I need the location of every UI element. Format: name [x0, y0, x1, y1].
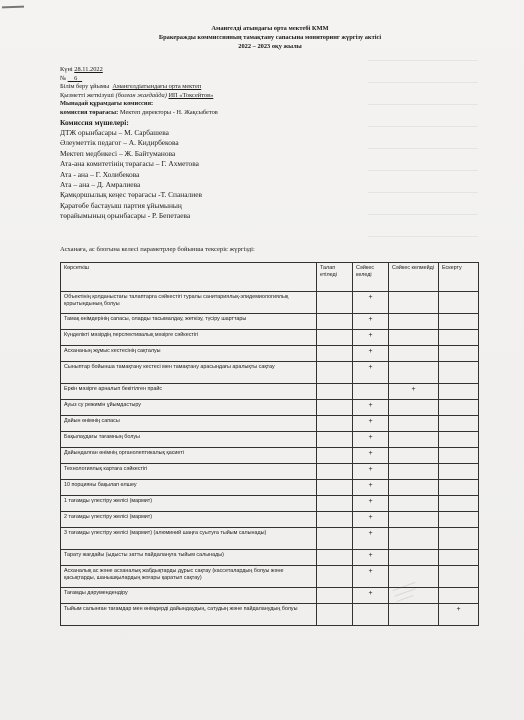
noncompliant-cell [389, 432, 439, 448]
required-cell [317, 292, 353, 314]
member-item: Қаратөбе бастауыш партия ұйымының [60, 200, 182, 210]
indicator-cell: 2 тағамды үлестіру желісі (мармит) [61, 512, 317, 528]
supplier-name: ИП «Токсейтов» [168, 91, 214, 99]
table-row [61, 400, 479, 416]
table-row [61, 384, 479, 400]
compliant-cell: + [353, 480, 389, 496]
table-header-row [61, 263, 479, 292]
compliant-cell: + [353, 566, 389, 588]
number-row: № 6 [60, 75, 360, 84]
indicator-cell: Тыйым салынған тағамдар мен өнімдерді дайындаудың, сатудың және пайдаланудың болуы [61, 604, 317, 626]
note-cell [439, 314, 479, 330]
note-cell [439, 496, 479, 512]
compliant-cell: + [353, 496, 389, 512]
required-cell [317, 432, 353, 448]
school-name: Амангелді атындағы орта мектебі КММ [211, 25, 329, 32]
compliant-cell: + [353, 292, 389, 314]
indicator-cell: Технологиялық картаға сәйкестігі [61, 464, 317, 480]
chair-row: комиссия төрағасы: Мектеп директоры - Н. Жақсыбетов [60, 108, 218, 116]
table-row [61, 604, 479, 626]
required-cell [317, 400, 353, 416]
header-required: Талап етіледі [317, 263, 353, 292]
header-indicator: Көрсеткіш [61, 263, 317, 292]
indicator-cell: 1 тағамды үлестіру желісі (мармит) [61, 496, 317, 512]
compliant-cell: + [353, 432, 389, 448]
noncompliant-cell [389, 314, 439, 330]
table-row [61, 330, 479, 346]
required-cell [317, 384, 353, 400]
noncompliant-cell [389, 400, 439, 416]
noncompliant-cell [389, 480, 439, 496]
compliant-cell: + [353, 588, 389, 604]
compliant-cell [353, 384, 389, 400]
indicator-cell: Тамақ өнімдерінің сапасы, оларды тасымалдау, жеткізу, түсіру шарттары [61, 314, 317, 330]
act-date: 28.11.2022 [74, 66, 103, 73]
required-cell [317, 588, 353, 604]
required-cell [317, 330, 353, 346]
note-cell [439, 528, 479, 550]
table-row [61, 362, 479, 384]
note-cell [439, 292, 479, 314]
table-row [61, 416, 479, 432]
indicator-cell: Еркін мәзірге арналып бекітілген прайс [61, 384, 317, 400]
required-cell [317, 528, 353, 550]
table-row [61, 496, 479, 512]
required-cell [317, 480, 353, 496]
compliant-cell: + [353, 416, 389, 432]
note-cell [439, 346, 479, 362]
members-heading: Комиссия мүшелері: [60, 117, 129, 127]
member-item: ДТЖ орынбасары – М. Сарбашева [60, 127, 169, 137]
compliant-cell: + [353, 330, 389, 346]
noncompliant-cell [389, 464, 439, 480]
indicator-cell: Ауыз су режимін ұйымдастыру [61, 400, 317, 416]
table-row [61, 314, 479, 330]
compliant-cell: + [353, 550, 389, 566]
chair-name: Мектеп директоры - Н. Жақсыбетов [119, 108, 218, 116]
noncompliant-cell [389, 550, 439, 566]
compliant-cell: + [353, 362, 389, 384]
table-row [61, 528, 479, 550]
noncompliant-cell [389, 346, 439, 362]
noncompliant-cell [389, 292, 439, 314]
compliant-cell [353, 604, 389, 626]
note-cell [439, 448, 479, 464]
indicator-cell: Тағамды дәрумендендіру [61, 588, 317, 604]
note-cell [439, 512, 479, 528]
parameters-table [60, 262, 479, 626]
table-row [61, 448, 479, 464]
faint-stamp-mark [388, 578, 422, 606]
member-item: Ата – ана – Д. Амралиева [60, 180, 141, 189]
act-number: 6 [74, 74, 78, 82]
compliant-cell: + [353, 314, 389, 330]
member-item: төрайымының орынбасары - Р. Бепетаева [60, 211, 191, 221]
commission-intro: Мынадай құрамдағы комиссия: [60, 100, 154, 108]
note-cell [439, 566, 479, 588]
required-cell [317, 566, 353, 588]
required-cell [317, 448, 353, 464]
table-row [61, 512, 479, 528]
member-item: Қамқоршылық кеңес төрағасы -Т. Спаналиев [60, 190, 202, 200]
table-row [61, 292, 479, 314]
organization-name: Амангелдіатындағы орта мектеп [112, 83, 202, 91]
note-cell [439, 550, 479, 566]
note-cell [439, 480, 479, 496]
compliant-cell: + [353, 512, 389, 528]
indicator-cell: Асханалық ас және асханалық жабдықтарды дұрыс сақтау (кассеталардың болуы және қасықтарды, шанышқылардың жоғары қаратып сақтау) [61, 566, 317, 588]
indicator-cell: 10 порцияны бақылап өлшеу [61, 480, 317, 496]
required-cell [317, 496, 353, 512]
note-cell [439, 400, 479, 416]
required-cell [317, 550, 353, 566]
indicator-cell: Асхананың жұмыс кестесінің сақталуы [61, 346, 317, 362]
compliant-cell: + [353, 448, 389, 464]
table-row [61, 550, 479, 566]
header-note: Ескерту [439, 263, 479, 292]
indicator-cell: Дайын өнімнің сапасы [61, 416, 317, 432]
compliant-cell: + [353, 528, 389, 550]
required-cell [317, 314, 353, 330]
document-header [60, 24, 480, 51]
indicator-cell: Бақылаудағы тағамның болуы [61, 432, 317, 448]
note-cell [439, 384, 479, 400]
noncompliant-cell [389, 416, 439, 432]
indicator-cell: Дайындалған өнімнің органолептикалық қасиеті [61, 448, 317, 464]
noncompliant-cell [389, 448, 439, 464]
header-noncompliant: Сәйкес келмейді [389, 263, 439, 292]
act-title: Бракеражды коммиссияның тамақтану сапасына мониторинг жүргізу актісі [158, 34, 382, 41]
required-cell [317, 346, 353, 362]
compliant-cell: + [353, 346, 389, 362]
indicator-cell: Тарату жағдайы (ыдысты затты пайдалануға тыйым салынады) [61, 550, 317, 566]
note-cell [439, 588, 479, 604]
required-cell [317, 604, 353, 626]
compliant-cell: + [353, 400, 389, 416]
compliant-cell: + [353, 464, 389, 480]
act-meta [60, 66, 360, 222]
table-row [61, 346, 479, 362]
organization-row: Білім беру ұйымы Амангелдіатындағы орта мектеп [60, 83, 202, 91]
academic-year: 2022 – 2023 оқу жылы [238, 43, 302, 50]
member-item: Ата - ана – Г. Холибекова [60, 169, 140, 179]
noncompliant-cell [389, 496, 439, 512]
noncompliant-cell [389, 330, 439, 346]
member-item: Әлеуметтік педагог – А. Кидирбекова [60, 138, 179, 148]
note-cell [439, 416, 479, 432]
note-cell [439, 330, 479, 346]
scan-corner-mark [2, 6, 24, 9]
noncompliant-cell [389, 604, 439, 626]
required-cell [317, 464, 353, 480]
indicator-cell: Сыныптар бойынша тамақтану кестесі мен тамақтану арасындағы аралықты сақтау [61, 362, 317, 384]
header-compliant: Сәйкес келеді [353, 263, 389, 292]
member-item: Мектеп медбикесі – Ж. Байтуманова [60, 148, 176, 158]
required-cell [317, 362, 353, 384]
indicator-cell: Күнделікті мәзірдің перспективалық мәзірге сәйкестігі [61, 330, 317, 346]
table-row [61, 464, 479, 480]
table-row [61, 480, 479, 496]
indicator-cell: 3 тағамды үлестіру желісі (мармит) (алюминий шаңға суытуға тыйым салынады) [61, 528, 317, 550]
note-cell: + [439, 604, 479, 626]
noncompliant-cell [389, 528, 439, 550]
supplier-row: Қызметті жеткізуші (болған жағдайда) ИП «Токсейтов» [60, 91, 214, 99]
noncompliant-cell [389, 362, 439, 384]
required-cell [317, 512, 353, 528]
required-cell [317, 416, 353, 432]
note-cell [439, 432, 479, 448]
indicator-cell: Объектінің қолданыстағы талаптарға сәйкестігі туралы санитариялық-эпидемиологиялық қорытындының болуы [61, 292, 317, 314]
noncompliant-cell: + [389, 384, 439, 400]
noncompliant-cell [389, 512, 439, 528]
table-row [61, 432, 479, 448]
date-row: Күні 28.11.2022 [60, 66, 103, 73]
member-item: Ата-ана комитетінің төрағасы – Г. Ахметова [60, 159, 199, 169]
inspection-intro: Асханаға, ас блогына келесі параметрлер бойынша тексеріс жүргізді: [60, 246, 255, 253]
note-cell [439, 362, 479, 384]
note-cell [439, 464, 479, 480]
